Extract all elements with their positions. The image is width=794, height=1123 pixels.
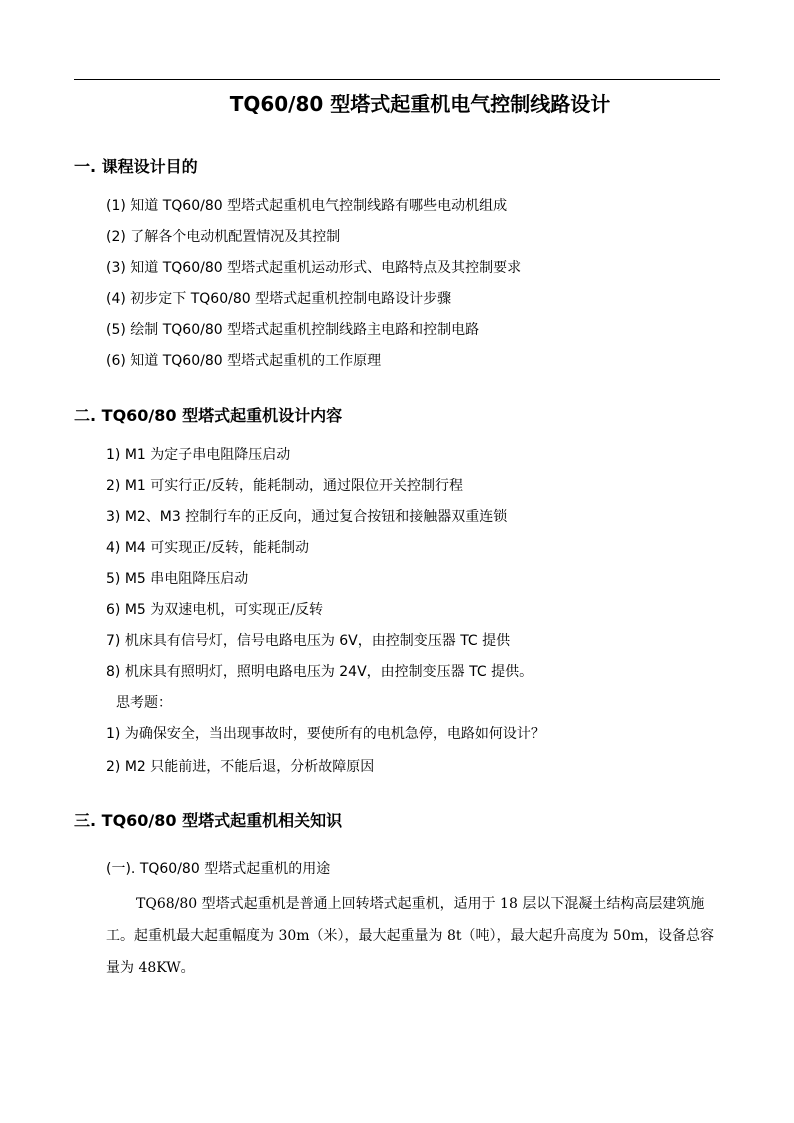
think-item: 2) M2 只能前进，不能后退，分析故障原因 <box>106 759 375 775</box>
section-1-item: (4) 初步定下 TQ60/80 型塔式起重机控制电路设计步骤 <box>106 291 452 307</box>
section-1-heading: 一. 课程设计目的 <box>74 157 198 176</box>
section-2-heading: 二. TQ60/80 型塔式起重机设计内容 <box>74 406 343 425</box>
section-1-item: (3) 知道 TQ60/80 型塔式起重机运动形式、电路特点及其控制要求 <box>106 260 522 276</box>
section-2-item: 5) M5 串电阻降压启动 <box>106 571 249 587</box>
paragraph-text: TQ68/80 型塔式起重机是普通上回转塔式起重机，适用于 18 层以下混凝土结构高层建筑施工。起重机最大起重幅度为 30m（米），最大起重量为 8t（吨），最大起升高度为 50m，设备总容量为 48KW。 <box>106 896 715 976</box>
section-3-subheading: (一). TQ60/80 型塔式起重机的用途 <box>106 861 331 877</box>
section-2-item: 3) M2、M3 控制行车的正反向，通过复合按钮和接触器双重连锁 <box>106 509 508 525</box>
section-2-item: 7) 机床具有信号灯，信号电路电压为 6V，由控制变压器 TC 提供 <box>106 633 511 649</box>
section-1-item: (5) 绘制 TQ60/80 型塔式起重机控制线路主电路和控制电路 <box>106 322 480 338</box>
think-label: 思考题： <box>116 695 172 711</box>
section-2-item: 6) M5 为双速电机，可实现正/反转 <box>106 602 323 618</box>
section-1-item: (1) 知道 TQ60/80 型塔式起重机电气控制线路有哪些电动机组成 <box>106 198 508 214</box>
section-3-heading: 三. TQ60/80 型塔式起重机相关知识 <box>74 811 343 830</box>
header-rule <box>74 79 720 80</box>
section-2-item: 4) M4 可实现正/反转，能耗制动 <box>106 540 309 556</box>
think-item: 1) 为确保安全，当出现事故时，要使所有的电机急停，电路如何设计？ <box>106 726 545 742</box>
section-2-item: 2) M1 可实行正/反转，能耗制动，通过限位开关控制行程 <box>106 478 463 494</box>
section-2-item: 8) 机床具有照明灯，照明电路电压为 24V，由控制变压器 TC 提供。 <box>106 664 534 680</box>
section-1-item: (6) 知道 TQ60/80 型塔式起重机的工作原理 <box>106 353 382 369</box>
document-title: TQ60/80 型塔式起重机电气控制线路设计 <box>229 92 611 116</box>
section-2-item: 1) M1 为定子串电阻降压启动 <box>106 447 291 463</box>
section-1-item: (2) 了解各个电动机配置情况及其控制 <box>106 229 341 245</box>
section-3-paragraph <box>106 888 726 984</box>
